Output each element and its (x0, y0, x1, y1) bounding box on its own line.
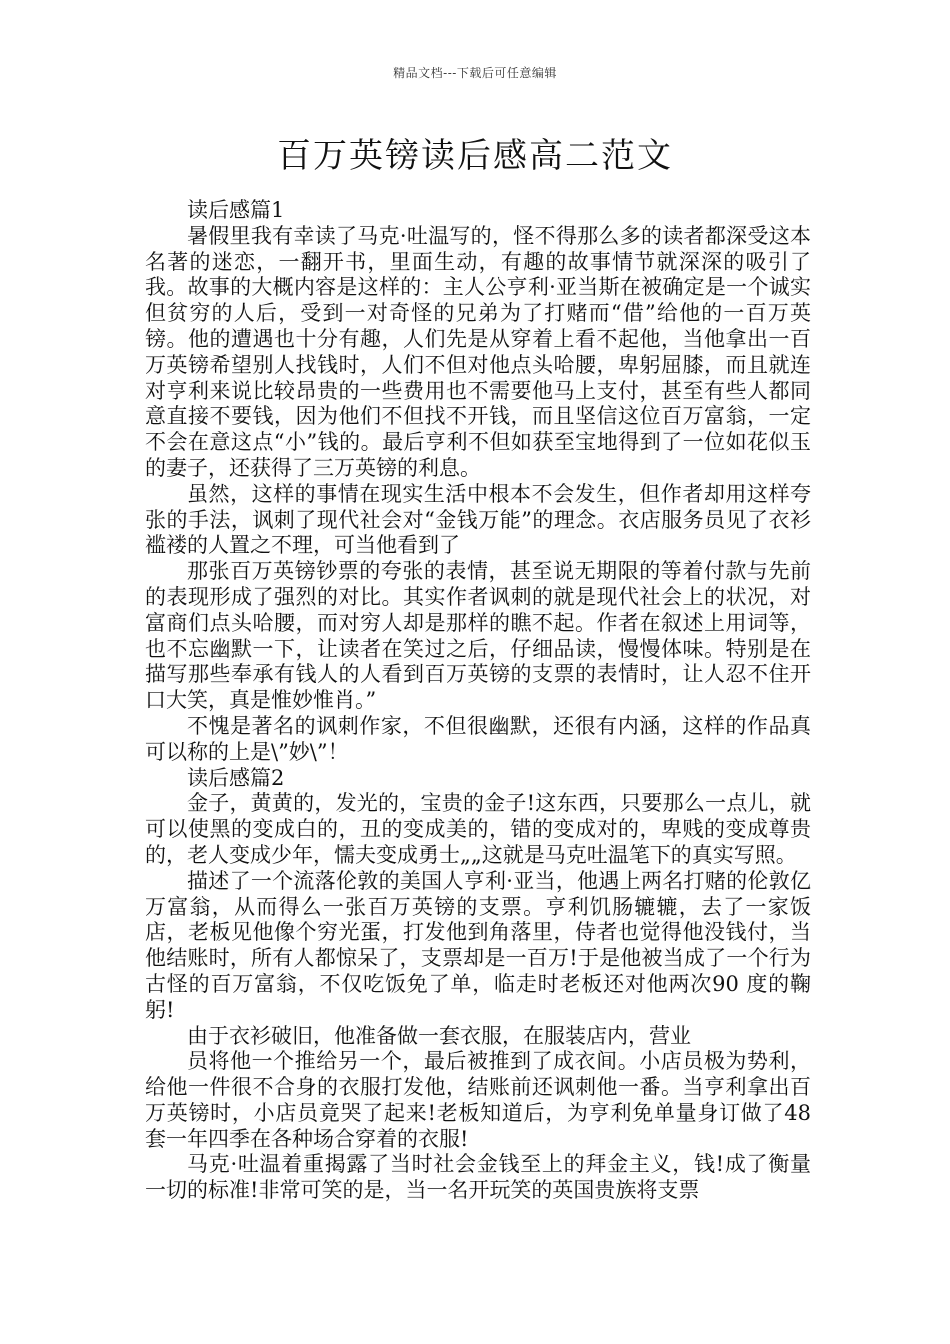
paragraph: 马克·吐温着重揭露了当时社会金钱至上的拜金主义，钱!成了衡量一切的标准!非常可笑的是，当一名开玩笑的英国贵族将支票 (145, 1152, 811, 1203)
paragraph: 那张百万英镑钞票的夸张的表情，甚至说无期限的等着付款与先前的表现形成了强烈的对比。其实作者讽刺的就是现代社会上的状况，对富商们点头哈腰，而对穷人却是那样的瞧不起。作者在叙述上用词等，也不忘幽默一下，让读者在笑过之后，仔细品读，慢慢体味。特别是在描写那些奉承有钱人的人看到百万英镑的支票的表情时，让人忍不住开口大笑，真是惟妙惟肖。” (145, 559, 811, 713)
page-header-note: 精品文档---下载后可任意编辑 (393, 66, 557, 80)
paragraph: 描述了一个流落伦敦的美国人亨利·亚当，他遇上两名打赌的伦敦亿万富翁，从而得么一张百万英镑的支票。亨利饥肠辘辘，去了一家饭店，老板见他像个穷光蛋，打发他到角落里，侍者也觉得他没钱付，当他结账时，所有人都惊呆了，支票却是一百万!于是他被当成了一个行为古怪的百万富翁，不仅吃饭免了单，临走时老板还对他两次90 度的鞠躬! (145, 868, 811, 1022)
section-heading-1: 读后感篇1 (187, 198, 285, 222)
document-title: 百万英镑读后感高二范文 (277, 136, 673, 176)
paragraph: 员将他一个推给另一个，最后被推到了成衣间。小店员极为势利，给他一件很不合身的衣服打发他，结账前还讽刺他一番。当亨利拿出百万英镑时，小店员竟哭了起来!老板知道后，为亨利免单量身订做了48 套一年四季在各种场合穿着的衣服! (145, 1049, 811, 1151)
paragraph: 金子，黄黄的，发光的，宝贵的金子!这东西，只要那么一点儿，就可以使黑的变成白的，丑的变成美的，错的变成对的，卑贱的变成尊贵的，老人变成少年，懦夫变成勇士„„这就是马克吐温笔下的真实写照。 (145, 791, 811, 867)
paragraph: 虽然，这样的事情在现实生活中根本不会发生，但作者却用这样夸张的手法，讽刺了现代社会对“金钱万能”的理念。衣店服务员见了衣衫褴褛的人置之不理，可当他看到了 (145, 481, 811, 558)
document-body (145, 198, 811, 1204)
paragraph: 不愧是著名的讽刺作家，不但很幽默，还很有内涵，这样的作品真可以称的上是\”妙\”！ (145, 713, 811, 764)
paragraph: 暑假里我有幸读了马克·吐温写的，怪不得那么多的读者都深受这本名著的迷恋，一翻开书，里面生动，有趣的故事情节就深深的吸引了我。故事的大概内容是这样的：主人公亨利·亚当斯在被确定是一个诚实但贫穷的人后，受到一对奇怪的兄弟为了打赌而“借”给他的一百万英镑。他的遭遇也十分有趣，人们先是从穿着上看不起他，当他拿出一百万英镑希望别人找钱时，人们不但对他点头哈腰，卑躬屈膝，而且就连对亨利来说比较昂贵的一些费用也不需要他马上支付，甚至有些人都同意直接不要钱，因为他们不但找不开钱，而且坚信这位百万富翁，一定不会在意这点“小”钱的。最后亨利不但如获至宝地得到了一位如花似玉的妻子，还获得了三万英镑的利息。 (145, 223, 811, 480)
section-heading-2: 读后感篇2 (187, 765, 285, 790)
paragraph: 由于衣衫破旧，他准备做一套衣服，在服装店内，营业 (187, 1023, 691, 1048)
